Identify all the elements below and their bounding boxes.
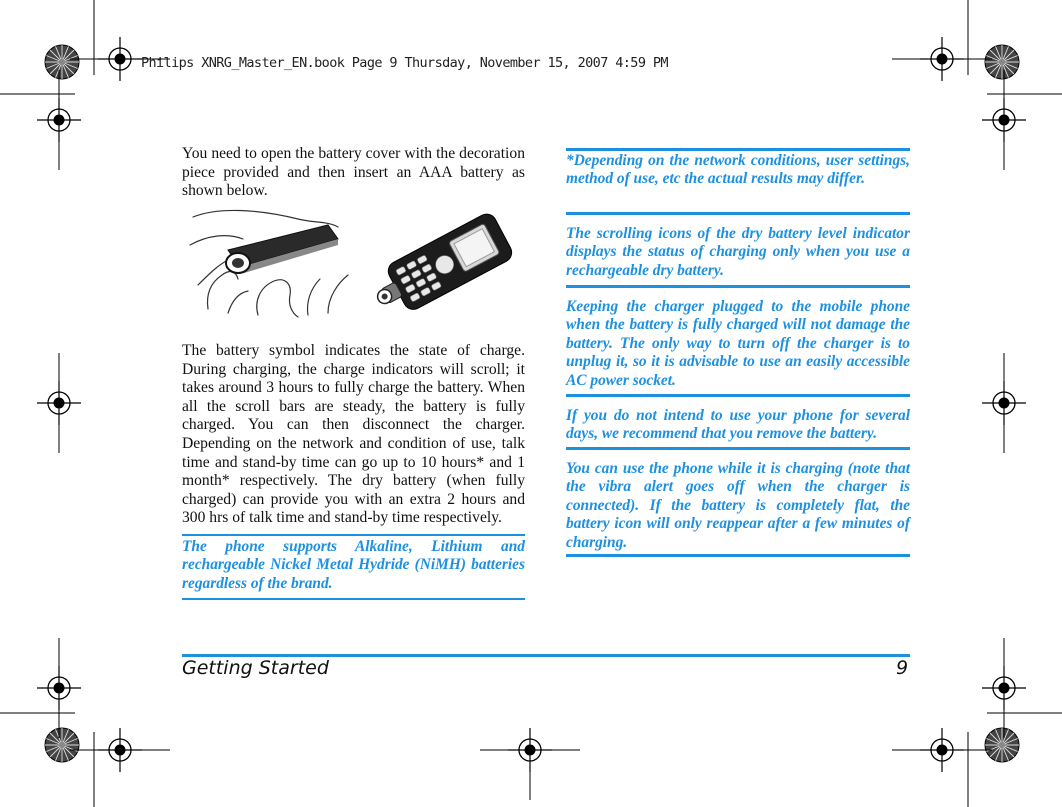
note-rule (182, 598, 525, 600)
note-rule (566, 447, 910, 450)
note-scrolling-icons: The scrolling icons of the dry battery level indicator displays the status of charging only when you use a rechargeable dry battery. (566, 225, 910, 279)
note-charger-plugged: Keeping the charger plugged to the mobile phone when the battery is fully charged will not damage the battery. The only way to turn off the charger is to unplug it, so it is advisable to use an easily accessible AC power socket. (566, 298, 910, 389)
book-slug: Philips XNRG_Master_EN.book Page 9 Thursday, November 15, 2007 4:59 PM (141, 55, 668, 71)
note-results-vary: *Depending on the network conditions, user settings, method of use, etc the actual results may differ. (566, 152, 910, 188)
note-rule (566, 554, 910, 557)
note-rule (566, 212, 910, 215)
charge-paragraph: The battery symbol indicates the state of charge. During charging, the charge indicators will scroll; it takes around 3 hours to fully charge the battery. When all the scroll bars are steady, the battery is fully charged. You can then disconnect the charger. Depending on the network and condition of use, talk time and stand-by time can go up to 10 hours* and 1 month* respectively. The dry battery (when fully charged) can provide you with an extra 2 hours and 300 hrs of talk time and stand-by time respectively. (182, 342, 525, 527)
intro-paragraph: You need to open the battery cover with the decoration piece provided and then insert an AAA battery as shown below. (182, 145, 525, 200)
battery-insertion-illustration (188, 205, 518, 335)
note-rule (566, 285, 910, 288)
note-rule (182, 534, 525, 536)
note-use-while-charging: You can use the phone while it is charging (note that the vibra alert goes off when the charger is connected). If the battery is completely flat, the battery icon will only reappear after a few minutes of charging. (566, 460, 910, 551)
note-remove-battery: If you do not intend to use your phone for several days, we recommend that you remove the battery. (566, 407, 910, 443)
supports-note: The phone supports Alkaline, Lithium and rechargeable Nickel Metal Hydride (NiMH) batteries regardless of the brand. (182, 538, 525, 592)
note-rule (566, 394, 910, 397)
footer-section-title: Getting Started (182, 657, 329, 679)
footer-page-number: 9 (896, 657, 909, 679)
note-rule (566, 148, 910, 151)
